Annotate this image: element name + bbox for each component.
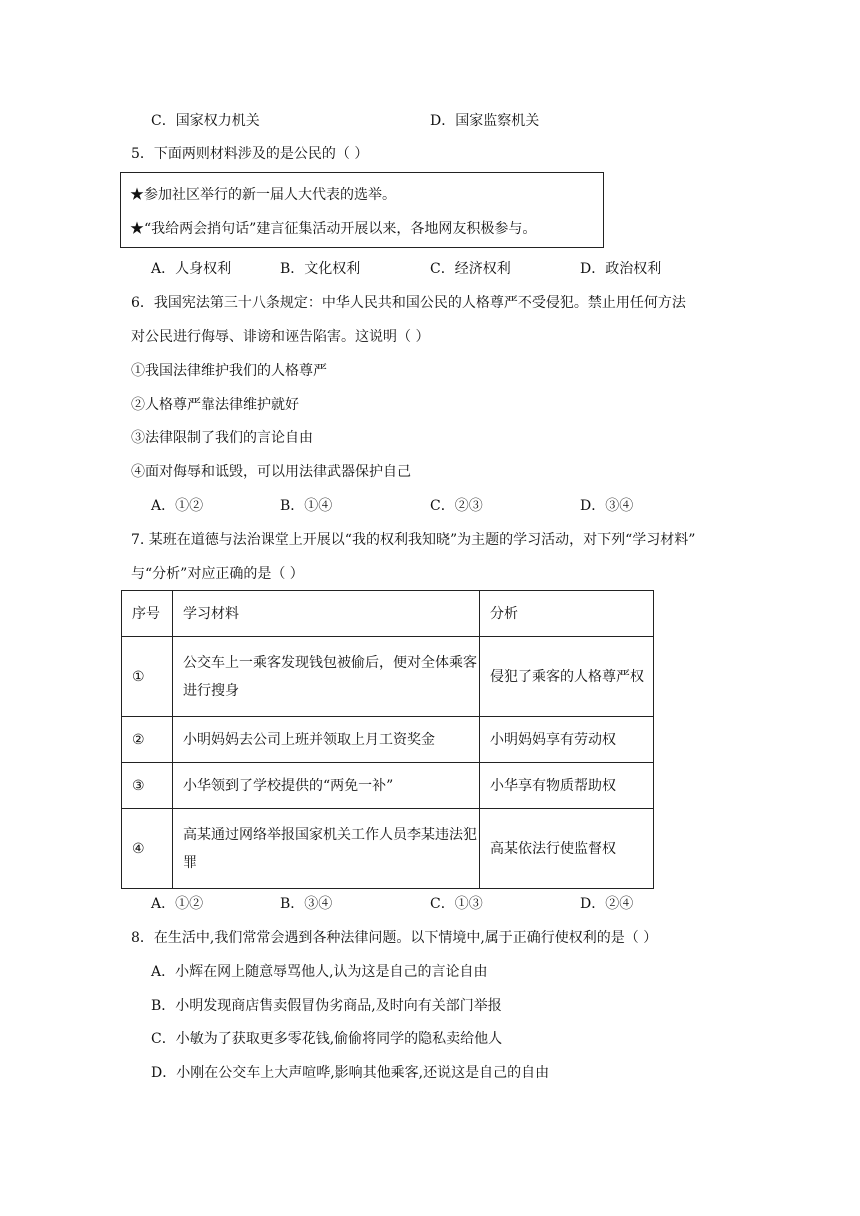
table-cell: 高某通过网络举报国家机关工作人员李某违法犯罪: [173, 809, 480, 889]
q7-option-b: B．③④: [280, 896, 333, 912]
q5-stem: 5．下面两则材料涉及的是公民的（ ）: [131, 146, 369, 162]
table-cell: 公交车上一乘客发现钱包被偷后，便对全体乘客进行搜身: [173, 637, 480, 717]
table-row: [122, 763, 654, 809]
q4-option-c: C．国家权力机关: [151, 113, 260, 129]
q5-option-d: D．政治权利: [580, 261, 662, 277]
table-cell: 小华享有物质帮助权: [480, 763, 654, 809]
table-cell: ②: [122, 717, 173, 763]
q7-stem-line-2: 与“分析”对应正确的是（ ）: [131, 566, 304, 582]
q6-statement-4: ④面对侮辱和诋毁，可以用法律武器保护自己: [131, 464, 411, 480]
table-header-cell: 学习材料: [173, 591, 480, 637]
q8-stem: 8．在生活中,我们常常会遇到各种法律问题。以下情境中,属于正确行使权利的是（ ）: [131, 930, 658, 946]
q5-material-line-2: ★“我给两会捎句话”建言征集活动开展以来，各地网友积极参与。: [130, 221, 537, 237]
q8-option-a: A．小辉在网上随意辱骂他人,认为这是自己的言论自由: [151, 964, 488, 980]
q7-option-d: D．②④: [580, 896, 634, 912]
table-cell: 小华领到了学校提供的“两免一补”: [173, 763, 480, 809]
q8-option-d: D．小刚在公交车上大声喧哗,影响其他乘客,还说这是自己的自由: [151, 1065, 550, 1081]
table-row: [122, 809, 654, 889]
table-cell: 小明妈妈去公司上班并领取上月工资奖金: [173, 717, 480, 763]
q6-stem-line-1: 6．我国宪法第三十八条规定：中华人民共和国公民的人格尊严不受侵犯。禁止用任何方法: [131, 295, 686, 311]
q7-option-c: C．①③: [430, 896, 483, 912]
q6-statement-2: ②人格尊严靠法律维护就好: [131, 397, 299, 413]
q5-material-line-1: ★参加社区举行的新一届人大代表的选举。: [130, 187, 396, 203]
table-row: [122, 637, 654, 717]
q7-stem-line-1: 7. 某班在道德与法治课堂上开展以“我的权利我知晓”为主题的学习活动，对下列“学习材料”: [131, 532, 696, 548]
table-row: [122, 717, 654, 763]
q5-option-c: C．经济权利: [430, 261, 511, 277]
q6-stem-line-2: 对公民进行侮辱、诽谤和诬告陷害。这说明（ ）: [131, 329, 430, 345]
q6-statement-3: ③法律限制了我们的言论自由: [131, 430, 313, 446]
q6-option-c: C．②③: [430, 498, 483, 514]
table-cell: ①: [122, 637, 173, 717]
q6-option-a: A．①②: [151, 498, 204, 514]
q6-option-d: D．③④: [580, 498, 634, 514]
table-cell: 侵犯了乘客的人格尊严权: [480, 637, 654, 717]
q5-option-b: B．文化权利: [280, 261, 361, 277]
table-cell: ④: [122, 809, 173, 889]
table-header-cell: 序号: [122, 591, 173, 637]
table-cell: 高某依法行使监督权: [480, 809, 654, 889]
q5-option-a: A．人身权利: [151, 261, 232, 277]
table-cell: ③: [122, 763, 173, 809]
q6-option-b: B．①④: [280, 498, 333, 514]
table-header-cell: 分析: [480, 591, 654, 637]
q7-option-a: A．①②: [151, 896, 204, 912]
q7-table: [121, 590, 654, 889]
q4-option-d: D．国家监察机关: [430, 113, 540, 129]
q6-statement-1: ①我国法律维护我们的人格尊严: [131, 363, 327, 379]
table-cell: 小明妈妈享有劳动权: [480, 717, 654, 763]
q8-option-b: B．小明发现商店售卖假冒伪劣商品,及时向有关部门举报: [151, 998, 502, 1014]
q8-option-c: C．小敏为了获取更多零花钱,偷偷将同学的隐私卖给他人: [151, 1031, 503, 1047]
table-header-row: [122, 591, 654, 637]
